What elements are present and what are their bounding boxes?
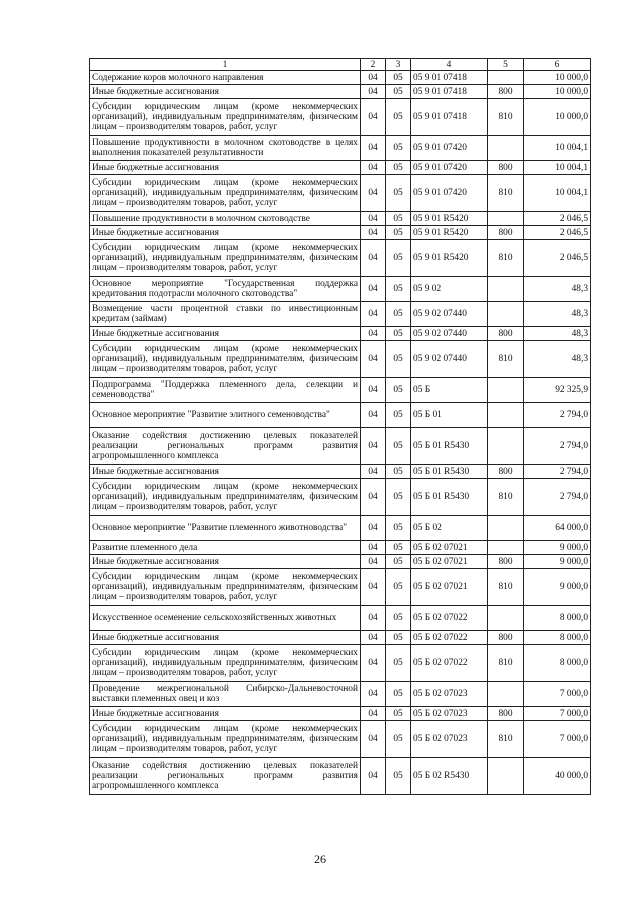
cell-subsection: 05 bbox=[386, 341, 411, 378]
cell-amount: 7 000,0 bbox=[524, 721, 591, 758]
cell-name: Субсидии юридическим лицам (кроме некоммерческих организаций), индивидуальным предпринимателям, физическим лицам – производителям товаров, работ, услуг bbox=[90, 175, 361, 212]
cell-name: Иные бюджетные ассигнования bbox=[90, 85, 361, 99]
cell-name: Иные бюджетные ассигнования bbox=[90, 327, 361, 341]
cell-subsection: 05 bbox=[386, 645, 411, 682]
cell-expense-type bbox=[488, 541, 524, 555]
cell-name: Искусственное осеменение сельскохозяйственных животных bbox=[90, 606, 361, 631]
table-row bbox=[90, 682, 591, 707]
cell-subsection: 05 bbox=[386, 226, 411, 240]
cell-expense-type: 800 bbox=[488, 226, 524, 240]
cell-section: 04 bbox=[361, 682, 386, 707]
table-row bbox=[90, 479, 591, 516]
cell-target-article: 05 Б 02 07021 bbox=[411, 569, 488, 606]
cell-section: 04 bbox=[361, 85, 386, 99]
cell-target-article: 05 9 01 R5420 bbox=[411, 240, 488, 277]
cell-section: 04 bbox=[361, 99, 386, 136]
cell-name: Основное мероприятие "Развитие племенного животноводства" bbox=[90, 516, 361, 541]
cell-target-article: 05 9 01 07418 bbox=[411, 71, 488, 85]
cell-section: 04 bbox=[361, 403, 386, 428]
table-row bbox=[90, 758, 591, 795]
cell-target-article: 05 9 01 07418 bbox=[411, 85, 488, 99]
cell-name: Субсидии юридическим лицам (кроме некоммерческих организаций), индивидуальным предпринимателям, физическим лицам – производителям товаров, работ, услуг bbox=[90, 240, 361, 277]
table-row bbox=[90, 240, 591, 277]
cell-subsection: 05 bbox=[386, 240, 411, 277]
cell-section: 04 bbox=[361, 721, 386, 758]
cell-amount: 64 000,0 bbox=[524, 516, 591, 541]
table-row bbox=[90, 302, 591, 327]
cell-expense-type bbox=[488, 682, 524, 707]
cell-subsection: 05 bbox=[386, 516, 411, 541]
cell-amount: 9 000,0 bbox=[524, 569, 591, 606]
cell-section: 04 bbox=[361, 327, 386, 341]
col-header-amount: 6 bbox=[524, 59, 591, 71]
cell-section: 04 bbox=[361, 378, 386, 403]
cell-expense-type: 800 bbox=[488, 631, 524, 645]
cell-section: 04 bbox=[361, 606, 386, 631]
table-row bbox=[90, 555, 591, 569]
cell-expense-type: 800 bbox=[488, 327, 524, 341]
cell-section: 04 bbox=[361, 212, 386, 226]
cell-target-article: 05 9 01 07420 bbox=[411, 136, 488, 161]
cell-subsection: 05 bbox=[386, 631, 411, 645]
table-row bbox=[90, 428, 591, 465]
cell-section: 04 bbox=[361, 707, 386, 721]
table-row bbox=[90, 99, 591, 136]
table-row bbox=[90, 569, 591, 606]
cell-expense-type: 800 bbox=[488, 161, 524, 175]
cell-target-article: 05 9 02 bbox=[411, 277, 488, 302]
cell-name: Проведение межрегиональной Сибирско-Дальневосточной выставки племенных овец и коз bbox=[90, 682, 361, 707]
cell-subsection: 05 bbox=[386, 758, 411, 795]
cell-target-article: 05 Б 02 bbox=[411, 516, 488, 541]
table-row bbox=[90, 212, 591, 226]
table-row bbox=[90, 721, 591, 758]
cell-name: Иные бюджетные ассигнования bbox=[90, 631, 361, 645]
cell-amount: 7 000,0 bbox=[524, 707, 591, 721]
table-row bbox=[90, 85, 591, 99]
cell-subsection: 05 bbox=[386, 136, 411, 161]
cell-amount: 9 000,0 bbox=[524, 541, 591, 555]
table-row bbox=[90, 516, 591, 541]
cell-amount: 8 000,0 bbox=[524, 606, 591, 631]
table-header-row bbox=[90, 59, 591, 71]
cell-target-article: 05 Б 02 07021 bbox=[411, 541, 488, 555]
cell-amount: 8 000,0 bbox=[524, 645, 591, 682]
cell-name: Оказание содействия достижению целевых показателей реализации региональных программ развития агропромышленного комплекса bbox=[90, 758, 361, 795]
cell-subsection: 05 bbox=[386, 212, 411, 226]
cell-amount: 8 000,0 bbox=[524, 631, 591, 645]
cell-name: Субсидии юридическим лицам (кроме некоммерческих организаций), индивидуальным предпринимателям, физическим лицам – производителям товаров, работ, услуг bbox=[90, 479, 361, 516]
cell-subsection: 05 bbox=[386, 175, 411, 212]
cell-expense-type: 810 bbox=[488, 721, 524, 758]
cell-section: 04 bbox=[361, 175, 386, 212]
cell-name: Иные бюджетные ассигнования bbox=[90, 707, 361, 721]
table-row bbox=[90, 71, 591, 85]
table-row bbox=[90, 606, 591, 631]
cell-subsection: 05 bbox=[386, 555, 411, 569]
cell-subsection: 05 bbox=[386, 606, 411, 631]
cell-name: Возмещение части процентной ставки по инвестиционным кредитам (займам) bbox=[90, 302, 361, 327]
cell-name: Повышение продуктивности в молочном скотоводстве bbox=[90, 212, 361, 226]
cell-section: 04 bbox=[361, 226, 386, 240]
cell-subsection: 05 bbox=[386, 327, 411, 341]
cell-expense-type bbox=[488, 428, 524, 465]
cell-subsection: 05 bbox=[386, 403, 411, 428]
cell-target-article: 05 Б 01 R5430 bbox=[411, 479, 488, 516]
cell-expense-type bbox=[488, 758, 524, 795]
cell-amount: 2 046,5 bbox=[524, 212, 591, 226]
cell-section: 04 bbox=[361, 516, 386, 541]
cell-name: Оказание содействия достижению целевых показателей реализации региональных программ развития агропромышленного комплекса bbox=[90, 428, 361, 465]
cell-amount: 92 325,9 bbox=[524, 378, 591, 403]
cell-target-article: 05 Б 02 07023 bbox=[411, 682, 488, 707]
cell-subsection: 05 bbox=[386, 541, 411, 555]
table-row bbox=[90, 378, 591, 403]
cell-expense-type: 800 bbox=[488, 85, 524, 99]
cell-target-article: 05 Б 02 07023 bbox=[411, 707, 488, 721]
cell-expense-type: 810 bbox=[488, 240, 524, 277]
cell-amount: 10 000,0 bbox=[524, 71, 591, 85]
cell-expense-type bbox=[488, 378, 524, 403]
cell-name: Субсидии юридическим лицам (кроме некоммерческих организаций), индивидуальным предпринимателям, физическим лицам – производителям товаров, работ, услуг bbox=[90, 569, 361, 606]
cell-expense-type: 810 bbox=[488, 479, 524, 516]
col-header-expense-type: 5 bbox=[488, 59, 524, 71]
cell-subsection: 05 bbox=[386, 302, 411, 327]
col-header-subsection: 3 bbox=[386, 59, 411, 71]
cell-amount: 48,3 bbox=[524, 302, 591, 327]
cell-name: Содержание коров молочного направления bbox=[90, 71, 361, 85]
table-row bbox=[90, 327, 591, 341]
table-row bbox=[90, 465, 591, 479]
table-body bbox=[90, 71, 591, 795]
col-header-section: 2 bbox=[361, 59, 386, 71]
table-row bbox=[90, 403, 591, 428]
cell-section: 04 bbox=[361, 277, 386, 302]
cell-name: Субсидии юридическим лицам (кроме некоммерческих организаций), индивидуальным предпринимателям, физическим лицам – производителям товаров, работ, услуг bbox=[90, 341, 361, 378]
cell-name: Повышение продуктивности в молочном скотоводстве в целях выполнения показателей результативности bbox=[90, 136, 361, 161]
cell-name: Иные бюджетные ассигнования bbox=[90, 226, 361, 240]
cell-amount: 2 046,5 bbox=[524, 226, 591, 240]
cell-target-article: 05 Б 01 R5430 bbox=[411, 428, 488, 465]
table-row bbox=[90, 136, 591, 161]
cell-name: Основное мероприятие "Государственная поддержка кредитования подотрасли молочного скотоводства" bbox=[90, 277, 361, 302]
cell-expense-type bbox=[488, 516, 524, 541]
cell-section: 04 bbox=[361, 465, 386, 479]
cell-amount: 48,3 bbox=[524, 327, 591, 341]
cell-expense-type bbox=[488, 403, 524, 428]
table-row bbox=[90, 707, 591, 721]
cell-expense-type: 810 bbox=[488, 99, 524, 136]
cell-subsection: 05 bbox=[386, 707, 411, 721]
cell-target-article: 05 Б 02 R5430 bbox=[411, 758, 488, 795]
cell-amount: 48,3 bbox=[524, 277, 591, 302]
cell-section: 04 bbox=[361, 302, 386, 327]
cell-subsection: 05 bbox=[386, 71, 411, 85]
cell-subsection: 05 bbox=[386, 277, 411, 302]
table-row bbox=[90, 341, 591, 378]
cell-section: 04 bbox=[361, 631, 386, 645]
cell-subsection: 05 bbox=[386, 569, 411, 606]
cell-target-article: 05 9 01 R5420 bbox=[411, 212, 488, 226]
cell-amount: 9 000,0 bbox=[524, 555, 591, 569]
cell-amount: 2 794,0 bbox=[524, 403, 591, 428]
cell-target-article: 05 9 01 07420 bbox=[411, 161, 488, 175]
cell-target-article: 05 9 01 07420 bbox=[411, 175, 488, 212]
cell-section: 04 bbox=[361, 161, 386, 175]
cell-name: Иные бюджетные ассигнования bbox=[90, 555, 361, 569]
cell-subsection: 05 bbox=[386, 479, 411, 516]
cell-subsection: 05 bbox=[386, 161, 411, 175]
cell-amount: 48,3 bbox=[524, 341, 591, 378]
cell-amount: 7 000,0 bbox=[524, 682, 591, 707]
cell-subsection: 05 bbox=[386, 682, 411, 707]
cell-section: 04 bbox=[361, 758, 386, 795]
cell-amount: 40 000,0 bbox=[524, 758, 591, 795]
cell-expense-type bbox=[488, 302, 524, 327]
cell-expense-type: 810 bbox=[488, 341, 524, 378]
cell-subsection: 05 bbox=[386, 85, 411, 99]
cell-amount: 10 004,1 bbox=[524, 136, 591, 161]
cell-amount: 2 794,0 bbox=[524, 479, 591, 516]
table-row bbox=[90, 175, 591, 212]
cell-subsection: 05 bbox=[386, 378, 411, 403]
cell-target-article: 05 9 02 07440 bbox=[411, 327, 488, 341]
cell-amount: 10 000,0 bbox=[524, 99, 591, 136]
cell-expense-type: 810 bbox=[488, 569, 524, 606]
cell-expense-type: 800 bbox=[488, 707, 524, 721]
table-row bbox=[90, 226, 591, 240]
cell-name: Субсидии юридическим лицам (кроме некоммерческих организаций), индивидуальным предпринимателям, физическим лицам – производителям товаров, работ, услуг bbox=[90, 645, 361, 682]
cell-subsection: 05 bbox=[386, 721, 411, 758]
col-header-name: 1 bbox=[90, 59, 361, 71]
table-row bbox=[90, 541, 591, 555]
cell-target-article: 05 9 01 07418 bbox=[411, 99, 488, 136]
cell-target-article: 05 9 02 07440 bbox=[411, 302, 488, 327]
cell-name: Подпрограмма "Поддержка племенного дела, селекции и семеноводства" bbox=[90, 378, 361, 403]
table-row bbox=[90, 161, 591, 175]
cell-target-article: 05 Б 01 R5430 bbox=[411, 465, 488, 479]
cell-expense-type bbox=[488, 71, 524, 85]
cell-amount: 2 794,0 bbox=[524, 428, 591, 465]
cell-expense-type bbox=[488, 277, 524, 302]
cell-target-article: 05 Б 02 07021 bbox=[411, 555, 488, 569]
cell-section: 04 bbox=[361, 240, 386, 277]
cell-amount: 2 046,5 bbox=[524, 240, 591, 277]
cell-amount: 2 794,0 bbox=[524, 465, 591, 479]
col-header-target-article: 4 bbox=[411, 59, 488, 71]
cell-section: 04 bbox=[361, 428, 386, 465]
cell-section: 04 bbox=[361, 71, 386, 85]
table-row bbox=[90, 645, 591, 682]
cell-target-article: 05 Б 02 07022 bbox=[411, 606, 488, 631]
cell-section: 04 bbox=[361, 541, 386, 555]
cell-name: Иные бюджетные ассигнования bbox=[90, 161, 361, 175]
cell-expense-type: 810 bbox=[488, 645, 524, 682]
table-row bbox=[90, 277, 591, 302]
cell-name: Субсидии юридическим лицам (кроме некоммерческих организаций), индивидуальным предпринимателям, физическим лицам – производителям товаров, работ, услуг bbox=[90, 99, 361, 136]
cell-amount: 10 004,1 bbox=[524, 161, 591, 175]
cell-target-article: 05 Б 02 07022 bbox=[411, 645, 488, 682]
cell-expense-type bbox=[488, 136, 524, 161]
cell-section: 04 bbox=[361, 479, 386, 516]
cell-section: 04 bbox=[361, 136, 386, 161]
cell-expense-type bbox=[488, 212, 524, 226]
cell-section: 04 bbox=[361, 341, 386, 378]
cell-target-article: 05 Б 02 07023 bbox=[411, 721, 488, 758]
cell-name: Субсидии юридическим лицам (кроме некоммерческих организаций), индивидуальным предпринимателям, физическим лицам – производителям товаров, работ, услуг bbox=[90, 721, 361, 758]
cell-section: 04 bbox=[361, 555, 386, 569]
table-row bbox=[90, 631, 591, 645]
cell-subsection: 05 bbox=[386, 99, 411, 136]
cell-section: 04 bbox=[361, 645, 386, 682]
cell-expense-type bbox=[488, 606, 524, 631]
cell-amount: 10 000,0 bbox=[524, 85, 591, 99]
cell-target-article: 05 Б 01 bbox=[411, 403, 488, 428]
cell-target-article: 05 9 02 07440 bbox=[411, 341, 488, 378]
cell-name: Развитие племенного дела bbox=[90, 541, 361, 555]
cell-subsection: 05 bbox=[386, 428, 411, 465]
budget-table bbox=[89, 58, 591, 795]
cell-expense-type: 810 bbox=[488, 175, 524, 212]
cell-amount: 10 004,1 bbox=[524, 175, 591, 212]
cell-target-article: 05 Б bbox=[411, 378, 488, 403]
cell-expense-type: 800 bbox=[488, 465, 524, 479]
cell-section: 04 bbox=[361, 569, 386, 606]
cell-target-article: 05 Б 02 07022 bbox=[411, 631, 488, 645]
cell-expense-type: 800 bbox=[488, 555, 524, 569]
cell-target-article: 05 9 01 R5420 bbox=[411, 226, 488, 240]
cell-name: Иные бюджетные ассигнования bbox=[90, 465, 361, 479]
page-number: 26 bbox=[314, 852, 326, 866]
cell-subsection: 05 bbox=[386, 465, 411, 479]
cell-name: Основное мероприятие "Развитие элитного семеноводства" bbox=[90, 403, 361, 428]
